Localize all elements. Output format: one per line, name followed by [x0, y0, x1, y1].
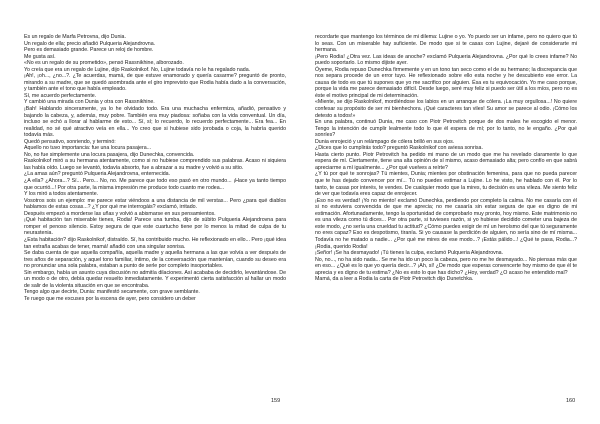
paragraph: Yo creía que era un regalo de Lujine, dijo Raskolnikof. No, Lujine todavía no le ha regalado nada. — [24, 66, 251, 73]
paragraph: Y cambió una mirada con Dunia y otra con Rassnikhine. — [24, 99, 155, 106]
paragraph: Sí, me acuerdo perfectamente. — [24, 92, 97, 99]
left-page-text — [24, 34, 286, 302]
paragraph: Vosotros sois un ejemplo: me parece estar viéndoos a una distancia de mil verstas... Pero ¿para qué diablos hablamos de estas cosas...? ¿Y por qué me interrogáis? exclamó, irritado. — [24, 197, 286, 211]
paragraph: Y los miró a todos atentamente. — [24, 191, 99, 198]
paragraph: ¡Ah!, ¡oh..., ¿no...?. ¿Te acuerdas, mamá, de que estuve enamorado y quería casarme? preguntó de pronto, mirando a su madre, que se quedó asombrada ante el giro imprevisto que Rodia había dado a la conversación, y también ante el tono que había empleado. — [24, 73, 286, 93]
paragraph: Sin embargo, había un asunto cuya discusión no admitía dilaciones. Así acababa de decidirlo, levantándose. De un modo o de otro, debía quedar resuelto inmediatamente. Y experimentó cierta satisfacción al hallar un modo de salir de la violenta situación en que se encontraba. — [24, 269, 286, 289]
paragraph: Dunia enrojeció y un relámpago de cólera brilló en sus ojos. — [315, 138, 455, 145]
paragraph: Tengo algo que decirte, Dunia: manifestó secamente, con grave semblante. — [24, 289, 200, 296]
paragraph: Un regalo de ella; precio añadió Pulqueria Alejandrovna. — [24, 40, 156, 47]
paragraph: ¡Qué habitación tan miserable tienes, Rodia! Parece una tumba, dijo de súbito Pulqueria Alejandrovna para romper el penoso silencio. Estoy segura de que este cuartucho tiene por lo menos la mitad de culpa de tu neurastenia. — [24, 217, 286, 237]
paragraph: «Miente, se dijo Raskolnikof, mordiéndose los labios en un arranque de cólera. ¡La muy orgullosa...! No quiere confesar su propósito de ser mi bienhechora. ¡Qué caracteres tan viles! Su amor se parece al odio. ¡Cómo los detesto a todos!» — [315, 99, 577, 119]
paragraph: «No es un regalo de su prometido», pensó Rassnikhine, alborozado. — [24, 60, 184, 67]
paragraph: Hasta cierto punto. Piotr Petrovitch ha pedido mi mano de un modo que me ha revelado claramente lo que espera de mí. Ciertamente, tiene una alta opinión de sí mismo, acaso demasiado alta; pero confío en que sabrá apreciarme a mí igualmente... ¿Por qué vuelves a reírte? — [315, 151, 577, 171]
paragraph: Pero es demasiado grande. Parece un reloj de hombre. — [24, 47, 154, 54]
paragraph: ¿Esta habitación? dijo Raskolnikof, distraído. Sí, ha contribuido mucho. He reflexionado en ello... Pero ¡qué idea tan extraña acabas de tener, mamá! añadió con una singular sonrisa. — [24, 236, 286, 250]
paragraph: Después empezó a morderse las uñas y volvió a abismarse en sus pensamientos. — [24, 210, 216, 217]
paragraph: ¡Pero Rodia! ¿Otra vez. Las ideas de anoche? exclamó Pulqueria Alejandrovna. ¿Por qué lo crees infame? No puedo soportarlo. Lo mismo dijiste ayer. — [315, 53, 577, 67]
paragraph: ¿Dices que lo cumplirás todo? preguntó Raskolnikof con aviesa sonrisa. — [315, 145, 483, 152]
paragraph: ¡Eso no es verdad! ¡Yo no miento! exclamó Dunechka, perdiendo por completo la calma. No me casaría con él si no estuviera convencida de que me aprecia; no me casaría sin estar segura de que es digno de mi estimación. Afortunadamente, tengo la oportunidad de comprobarlo muy pronto, hoy mismo. Este matrimonio no es una vileza como tú dices... Por otra parte, si tuvieses razón, si yo hubiese decidido cometer una bajeza de este modo, ¿no sería una crueldad tu actitud? ¿Cómo puedes exigir de mí un heroísmo del que tú seguramente no eres capaz? Eso es despotismo, tiranía. Si yo causase la perdición de alguien, no sería sino de mí misma... Todavía no he matado a nadie... ¿Por qué me mires de ese modo...? ¡Estás pálido...! ¿Qué te pasa, Rodia...? ¡Rodia, querido Rodia! — [315, 197, 577, 250]
paragraph: Raskolnikof miró a su hermana atentamente, como si no hubiese comprendido sus palabras. Acaso ni siquiera las había oído. Luego se levantó, todavía absorto, fue a abrazar a su madre y volvió a su sitio. — [24, 158, 286, 171]
paragraph: Se daba cuenta de que aquella compañía, aquella madre y aquella hermana a las que volvía a ver después de tres años de separación, y aquel tono familiar, íntimo, de la conversación que mantenían, cuando su deseo era no pronunciar una sola palabra, estaban a punto de serle por completo insoportables. — [24, 250, 286, 270]
paragraph: No, no fue simplemente una locura pasajera, dijo Dunechka, convencida. — [24, 151, 195, 158]
paragraph: ¡Señor! ¡Se ha desmayado! ¡Tú tienes la culpa, exclamó Pulqueria Alejandrovna. — [315, 250, 504, 257]
left-page-number: 159 — [271, 398, 281, 404]
right-page-number: 160 — [566, 398, 576, 404]
paragraph: ¿A ella? ¿Ahora...? Sí... Pero... No, no. Me parece que todo eso pasó en otro mundo... ¡Hace ya tanto tiempo que ocurrió...! Por otra parte, la misma impresión me produce todo cuanto me rodea... — [24, 178, 286, 191]
paragraph: En una palabra, continuó Dunia, me caso con Piotr Petrovitch porque de dos males he escogido el menor. Tengo la intención de cumplir lealmente todo lo que él espera de mí; por lo tanto, no le engaño. ¿Por qué sonríes? — [315, 119, 577, 139]
paragraph: ¡Bah! Hablando sinceramente, ya lo he olvidado todo. Era una muchacha enfermiza, añadió, pensativo y bajando la cabeza, y, además, muy pobre. También era muy piadosa: soñaba con la vida conventual. Un día, incluso se echó a llorar al hablarme de esto... Sí, sí; lo recuerdo, lo recuerdo perfectamente... Era fea... En realidad, no sé qué atractivo veía en ella... Yo creo que si hubiese sido jorobada o coja, la habría querido todavía más. — [24, 106, 286, 139]
left-page — [24, 34, 286, 302]
paragraph: Quedó pensativo, sonriendo, y terminó: — [24, 138, 116, 145]
paragraph: ¿La amas aún? preguntó Pulqueria Alejandrovna, enternecida. — [24, 171, 171, 178]
paragraph: Me gusta así. — [24, 53, 56, 60]
paragraph: No, no..., no ha sido nada... Se me ha ido un poco la cabeza, pero no me he desmayado... No piensas más que en eso... ¿Qué es lo que yo quería decir...? ¡Ah, sí! ¿De modo que esperas convencerte hoy mismo de que él te aprecia y es digno de tu estima? ¿No es esto lo que has dicho? ¿Hoy, verdad? ¿O acaso he entendido mal? — [315, 256, 577, 276]
paragraph: Es un regalo de Marfa Petrovna, dijo Dunia. — [24, 34, 126, 40]
paragraph: Mamá, da a leer a Rodia la carta de Piotr Petrovitch dijo Dunetchka. — [315, 276, 474, 283]
paragraph: recordarte que mantengo los términos de mi dilema: Lujine o yo. Yo puedo ser un infame, pero no quiero que tú lo seas. Con un miserable hay suficiente. De modo que si te casas con Lujine, dejaré de considerarte mi hermana. — [315, 34, 577, 54]
paragraph: Óyeme, Rodia repuso Dunechka firmemente y en un tono tan seco como el de su hermano; la discrepancia que nos separa procede de un error tuyo. He reflexionado sobre ello esta noche y he descubierto ese error. La causa de todo es que tú supones que yo me sacrifico por alguien. Ésa es tu equivocación. Yo me caso porque, porque la vida me parece demasiado difícil. Desde luego, seré muy feliz si puedo ser útil a los míos, pero no es éste el motivo principal de mi determinación. — [315, 66, 577, 99]
paragraph: ¿Y tú por qué te sonrojas? Tú mientes, Dunia; mientes por obstinación femenina, para que no pueda parecer que te has dejado convencer por mí... Tú no puedes estimar a Lujine. Lo he visto, he hablado con él. Por lo tanto, te casas por interés, te vendes. De cualquier modo que la mires, tu decisión es una vileza. Me siento feliz de ver que todavía eres capaz de enrojecer. — [315, 171, 577, 198]
paragraph: Aquello no tuvo importancia: fue una locura pasajera... — [24, 145, 151, 152]
right-page-text — [315, 34, 577, 283]
paragraph: Te ruego que me excuses por la escena de ayer, pero considero un deber — [24, 295, 196, 302]
right-page — [315, 34, 577, 283]
